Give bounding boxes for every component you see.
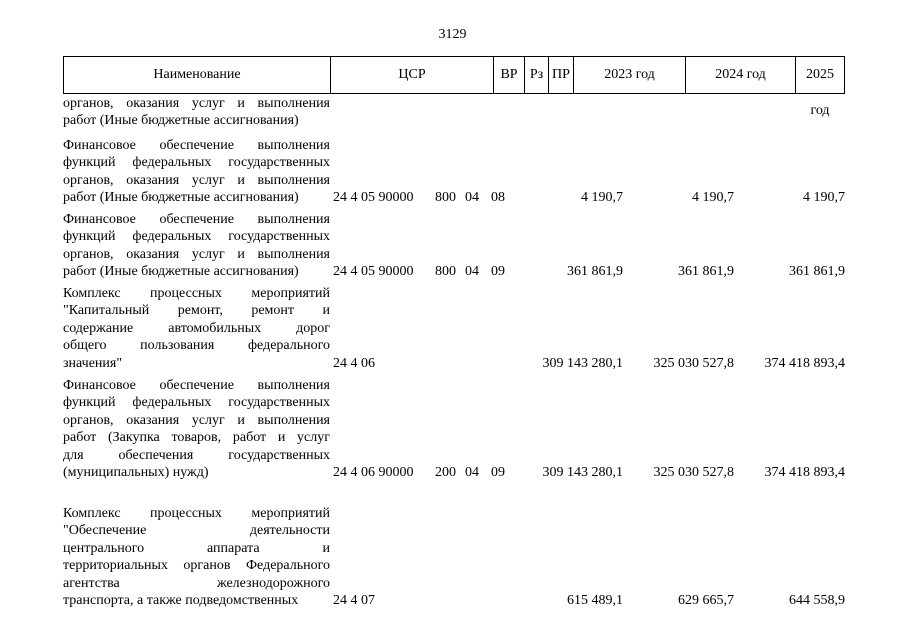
header-vr: ВР [494, 57, 525, 93]
cell-y2023: 309 143 280,1 [542, 355, 623, 371]
cell-y2024: 629 665,7 [678, 592, 734, 608]
row-name-line: территориальных органов Федерального [63, 558, 330, 574]
cell-rz: 04 [465, 190, 479, 206]
row-name-line: транспорта, а также подведомственных [63, 593, 299, 609]
row-name [63, 137, 330, 207]
row-name-line: работ (Иные бюджетные ассигнования) [63, 264, 299, 280]
row-name-line: значения" [63, 355, 123, 371]
row-name-line: Финансовое обеспечение выполнения [63, 378, 330, 393]
row-name-line: содержание автомобильных дорог [63, 320, 330, 336]
row-name [63, 505, 330, 609]
row-name-line: агентства железнодорожного [63, 575, 330, 591]
row-name-line: "Капитальный ремонт, ремонт и [63, 303, 330, 319]
cell-y2024: 325 030 527,8 [653, 355, 734, 371]
header-2024: 2024 год [686, 57, 796, 93]
table-row [63, 285, 845, 372]
row-name-line: Финансовое обеспечение выполнения [63, 212, 330, 227]
cell-pr: 09 [491, 464, 505, 480]
row-name [63, 285, 330, 372]
row-name-line: органов, оказания услуг и выполнения [63, 246, 330, 262]
row-name-line: органов, оказания услуг и выполнения [63, 412, 330, 428]
cell-y2025: 374 418 893,4 [764, 355, 845, 371]
cell-y2025: 374 418 893,4 [764, 464, 845, 480]
row-name-line: функций федеральных государственных [63, 395, 330, 411]
row-name [63, 377, 330, 481]
row-name-line: работ (Иные бюджетные ассигнования) [63, 113, 299, 129]
row-name-line: функций федеральных государственных [63, 229, 330, 245]
table-row [63, 211, 845, 281]
cell-y2024: 4 190,7 [692, 190, 734, 206]
row-name-line: для обеспечения государственных [63, 447, 330, 463]
row-name-line: органов, оказания услуг и выполнения [63, 96, 330, 111]
row-name-line: (муниципальных) нужд) [63, 465, 209, 481]
row-name-line: Комплекс процессных мероприятий [63, 286, 330, 301]
cell-y2024: 325 030 527,8 [653, 464, 734, 480]
cell-vr: 800 [435, 264, 456, 280]
row-name-line: органов, оказания услуг и выполнения [63, 172, 330, 188]
cell-vr: 800 [435, 190, 456, 206]
row-name-line: Комплекс процессных мероприятий [63, 506, 330, 521]
row-name-line: центрального аппарата и [63, 540, 330, 556]
header-name: Наименование [64, 57, 331, 93]
table-row [63, 505, 845, 609]
table-row [63, 137, 845, 207]
row-name-line: работ (Иные бюджетные ассигнования) [63, 190, 299, 206]
header-csr: ЦСР [331, 57, 494, 93]
cell-y2025: 644 558,9 [789, 592, 845, 608]
cell-rz: 04 [465, 464, 479, 480]
cell-y2023: 309 143 280,1 [542, 464, 623, 480]
cell-csr: 24 4 07 [333, 592, 375, 608]
row-name-line: Финансовое обеспечение выполнения [63, 138, 330, 153]
row-name-line: функций федеральных государственных [63, 155, 330, 171]
cell-pr: 09 [491, 264, 505, 280]
cell-y2023: 4 190,7 [581, 190, 623, 206]
header-rz: Рз [525, 57, 549, 93]
row-name [63, 95, 330, 130]
header-2023: 2023 год [574, 57, 686, 93]
row-name-line: "Обеспечение деятельности [63, 523, 330, 539]
cell-pr: 08 [491, 190, 505, 206]
cell-y2024: 361 861,9 [678, 264, 734, 280]
table-row [63, 377, 845, 481]
table-row [63, 95, 845, 130]
budget-table [63, 56, 845, 609]
cell-y2025: 361 861,9 [789, 264, 845, 280]
header-2025: 2025 год [806, 67, 834, 118]
row-name-line: работ (Закупка товаров, работ и услуг [63, 430, 330, 446]
cell-csr: 24 4 06 [333, 355, 375, 371]
header-pr: ПР [549, 57, 574, 93]
cell-csr: 24 4 06 90000 [333, 464, 414, 480]
cell-rz: 04 [465, 264, 479, 280]
cell-vr: 200 [435, 464, 456, 480]
cell-y2025: 4 190,7 [803, 190, 845, 206]
cell-y2023: 361 861,9 [567, 264, 623, 280]
row-name-line: общего пользования федерального [63, 338, 330, 354]
cell-y2023: 615 489,1 [567, 592, 623, 608]
row-name [63, 211, 330, 281]
page-number: 3129 [438, 27, 467, 42]
cell-csr: 24 4 05 90000 [333, 264, 414, 280]
cell-csr: 24 4 05 90000 [333, 190, 414, 206]
